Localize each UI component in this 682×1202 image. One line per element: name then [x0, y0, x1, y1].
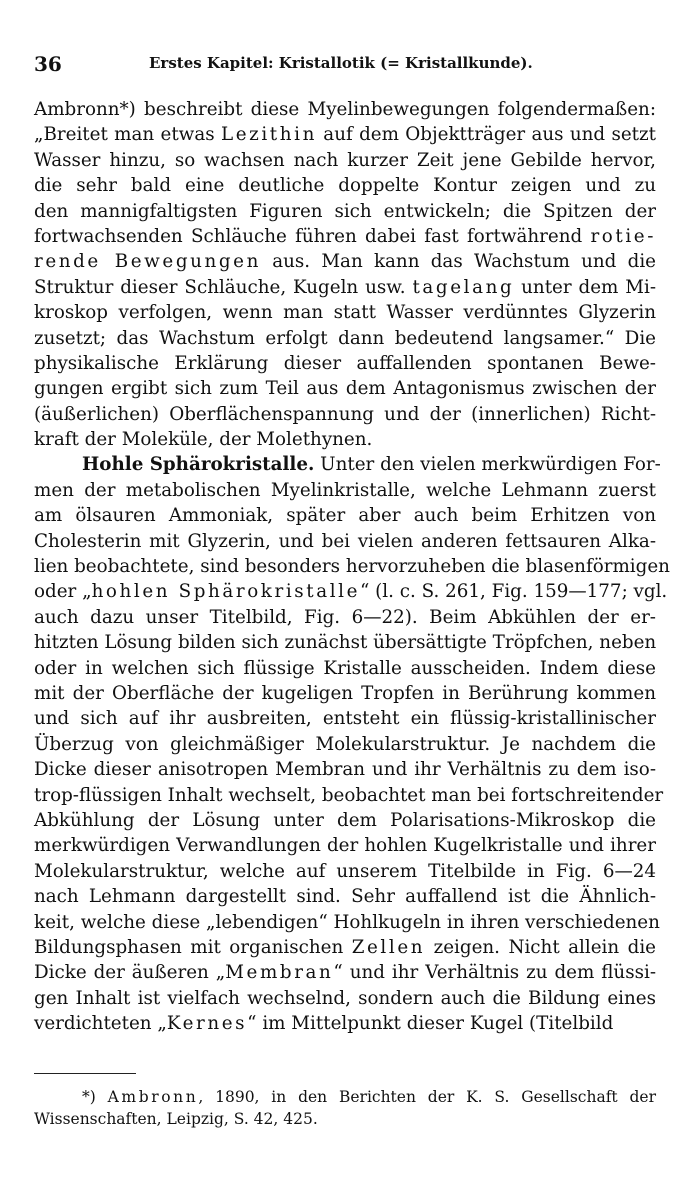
- spaced-emphasis: rende Bewegungen: [34, 251, 261, 273]
- line-text: Abkühlung der Lösung unter dem Polarisations-Mikroskop die: [34, 809, 656, 831]
- body-text: [34, 97, 670, 1036]
- line-text: hitzten Lösung bilden sich zunächst übersättigte Tröpfchen, neben: [34, 632, 657, 654]
- page-number: 36: [34, 52, 62, 76]
- line-text: zeigen. Nicht allein die: [425, 936, 656, 958]
- line-text: unter dem Mi-: [514, 276, 657, 298]
- text-line: [34, 833, 656, 858]
- footnote: [34, 1086, 656, 1130]
- spaced-emphasis: tagelang: [412, 276, 515, 298]
- page-header: [34, 52, 654, 82]
- line-text: merkwürdigen Verwandlungen der hohlen Kugelkristalle und ihrer: [34, 835, 656, 857]
- line-text: gungen ergibt sich zum Teil aus dem Antagonismus zwischen der: [34, 378, 656, 400]
- text-line: [34, 732, 656, 757]
- spaced-emphasis: Membran: [225, 962, 334, 984]
- line-text: “ (l. c. S. 261, Fig. 159—177; vgl.: [360, 581, 668, 603]
- text-line: [34, 122, 656, 147]
- line-text: „Breitet man etwas: [34, 124, 221, 146]
- text-line: [34, 249, 656, 274]
- line-text: auch dazu unser Titelbild, Fig. 6—22). Beim Abkühlen der er-: [34, 606, 656, 628]
- line-text: Dicke der äußeren „: [34, 962, 226, 984]
- line-text: lien beobachtete, sind besonders hervorzuheben die blasenförmigen: [34, 556, 670, 578]
- footnote-line: [34, 1086, 656, 1108]
- line-text: die sehr bald eine deutliche doppelte Kontur zeigen und zu: [34, 175, 656, 197]
- line-text: Molekularstruktur, welche auf unserem Titelbilde in Fig. 6—24: [34, 860, 656, 882]
- line-text: verdichteten „: [34, 1013, 167, 1035]
- line-text: kroskop verfolgen, wenn man statt Wasser verdünntes Glyzerin: [34, 302, 656, 324]
- text-line: [34, 656, 656, 681]
- text-line: [34, 808, 656, 833]
- line-text: mit der Oberfläche der kugeligen Tropfen in Berührung kommen: [34, 682, 656, 704]
- text-line: [34, 97, 656, 122]
- line-text: “ und ihr Verhältnis zu dem flüssi-: [333, 962, 656, 984]
- text-line: [34, 935, 656, 960]
- spaced-emphasis: Lezithin: [220, 124, 317, 146]
- text-line: [34, 681, 656, 706]
- line-text: den mannigfaltigsten Figuren sich entwickeln; die Spitzen der: [34, 200, 656, 222]
- text-line: [34, 757, 656, 782]
- text-line: [34, 351, 656, 376]
- text-line: [34, 300, 656, 325]
- line-text: men der metabolischen Myelinkristalle, welche Lehmann zuerst: [34, 479, 656, 501]
- footnote-author: Ambronn: [107, 1088, 199, 1106]
- section-heading: Hohle Sphärokristalle.: [82, 454, 315, 476]
- line-text: Cholesterin mit Glyzerin, und bei vielen anderen fettsauren Alka-: [34, 530, 656, 552]
- line-text: “ im Mittelpunkt dieser Kugel (Titelbild: [247, 1013, 614, 1035]
- line-text: zusetzt; das Wachstum erfolgt dann bedeutend langsamer.“ Die: [34, 327, 656, 349]
- text-line: [34, 986, 656, 1011]
- text-line: [34, 402, 656, 427]
- line-text: gen Inhalt ist vielfach wechselnd, sondern auch die Bildung eines: [34, 987, 656, 1009]
- text-line: [34, 630, 656, 655]
- line-text: keit, welche diese „lebendigen“ Hohlkugeln in ihren verschiedenen: [34, 911, 660, 933]
- text-line: [34, 884, 656, 909]
- spaced-emphasis: rotie-: [590, 225, 656, 247]
- footnote-marker: *): [82, 1088, 108, 1106]
- text-line: [34, 960, 656, 985]
- text-line: [34, 173, 656, 198]
- text-line: [34, 910, 660, 935]
- line-text: Ambronn*) beschreibt diese Myelinbewegungen folgendermaßen:: [34, 99, 656, 120]
- line-text: kraft der Moleküle, der Molethynen.: [34, 429, 373, 451]
- footnote-rule: [34, 1073, 136, 1074]
- footnote-text: , 1890, in den Berichten der K. S. Gesellschaft der: [198, 1088, 656, 1106]
- text-line: [34, 275, 656, 300]
- text-line: [34, 783, 664, 808]
- text-line: [34, 529, 656, 554]
- line-text: physikalische Erklärung dieser auffallenden spontanen Bewe-: [34, 352, 656, 374]
- text-line: [34, 859, 656, 884]
- line-text: oder „: [34, 581, 92, 603]
- text-line: [34, 224, 656, 249]
- line-text: (äußerlichen) Oberflächenspannung und der (innerlichen) Richt-: [34, 403, 656, 425]
- line-text: oder in welchen sich flüssige Kristalle ausscheiden. Indem diese: [34, 657, 656, 679]
- text-line: [34, 579, 668, 604]
- line-text: nach Lehmann dargestellt sind. Sehr auffallend ist die Ähnlich-: [34, 886, 656, 908]
- line-text: Überzug von gleichmäßiger Molekularstruktur. Je nachdem die: [34, 733, 656, 755]
- text-line: [34, 1011, 656, 1036]
- spaced-emphasis: hohlen Sphärokristalle: [91, 581, 361, 603]
- line-text: Bildungsphasen mit organischen: [34, 936, 352, 958]
- text-line: [34, 503, 656, 528]
- line-text: fortwachsenden Schläuche führen dabei fast fortwährend: [34, 225, 591, 247]
- text-line: [34, 554, 670, 579]
- line-text: Dicke dieser anisotropen Membran und ihr Verhältnis zu dem iso-: [34, 759, 656, 781]
- text-line: [34, 427, 656, 452]
- running-title: Erstes Kapitel: Kristallotik (= Kristallkunde).: [149, 54, 533, 72]
- text-line: [34, 148, 656, 173]
- text-line: [34, 199, 656, 224]
- line-text: Wasser hinzu, so wachsen nach kurzer Zeit jene Gebilde hervor,: [34, 149, 656, 171]
- line-text: am ölsauren Ammoniak, später aber auch beim Erhitzen von: [34, 505, 656, 527]
- text-line: [34, 376, 656, 401]
- text-line: [34, 478, 656, 503]
- line-text: Unter den vielen merkwürdigen For-: [314, 454, 661, 476]
- line-text: und sich auf ihr ausbreiten, entsteht ein flüssig-kristallinischer: [34, 708, 656, 730]
- line-text: aus. Man kann das Wachstum und die: [260, 251, 657, 273]
- line-text: auf dem Objektträger aus und setzt: [316, 124, 656, 146]
- footnote-line: Wissenschaften, Leipzig, S. 42, 425.: [34, 1110, 318, 1128]
- spaced-emphasis: Zellen: [351, 936, 426, 958]
- line-text: Struktur dieser Schläuche, Kugeln usw.: [34, 276, 413, 298]
- text-line: [34, 452, 661, 477]
- text-line: [34, 706, 656, 731]
- spaced-emphasis: Kernes: [166, 1013, 248, 1035]
- text-line: [34, 605, 656, 630]
- line-text: trop-flüssigen Inhalt wechselt, beobachtet man bei fortschreitender: [34, 784, 664, 806]
- text-line: [34, 326, 656, 351]
